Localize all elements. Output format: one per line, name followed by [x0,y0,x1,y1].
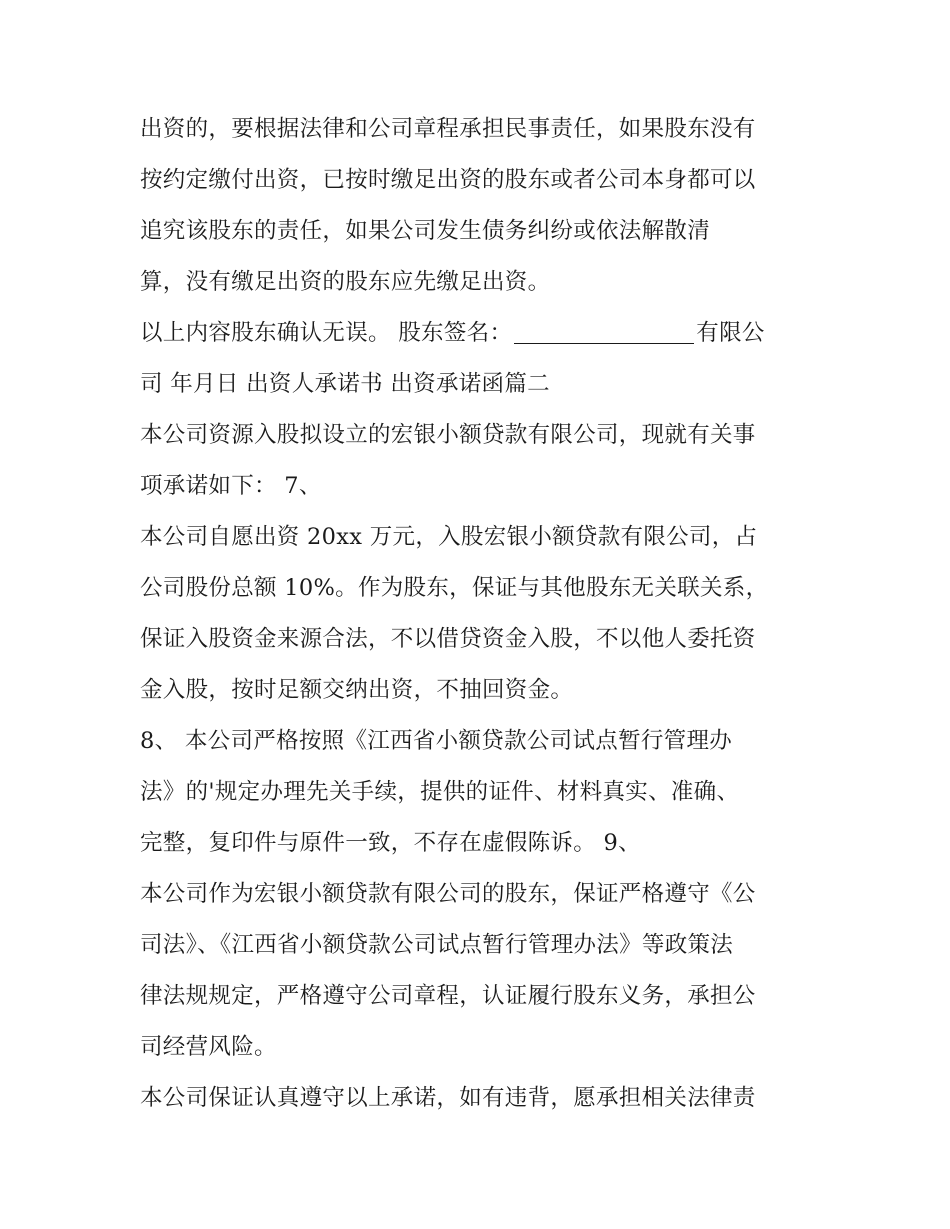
text-line: 公司股份总额 10%。作为股东，保证与其他股东无关联关系， [140,575,769,601]
text-line: 按约定缴付出资，已按时缴足出资的股东或者公司本身都可以 [140,167,756,193]
text-line: 本公司作为宏银小额贷款有限公司的股东，保证严格遵守《公 [140,881,756,907]
text-line: 金入股，按时足额交纳出资，不抽回资金。 [140,677,574,703]
text-line: 本公司保证认真遵守以上承诺，如有违背，愿承担相关法律责 [140,1085,756,1111]
text-line: 完整，复印件与原件一致，不存在虚假陈诉。 9、 [140,830,641,856]
signature-suffix: 有限公 [696,320,765,346]
text-line: 算，没有缴足出资的股东应先缴足出资。 [140,269,551,295]
text-line: 司 年月日 出资人承诺书 出资承诺函篇二 [140,371,550,397]
text-line: 出资的，要根据法律和公司章程承担民事责任，如果股东没有 [140,116,756,142]
text-line: 本公司自愿出资 20xx 万元，入股宏银小额贷款有限公司，占 [140,524,758,550]
text-line: 法》的'规定办理先关手续，提供的证件、材料真实、准确、 [140,779,740,805]
text-line: 保证入股资金来源合法，不以借贷资金入股，不以他人委托资 [140,626,756,652]
signature-line [140,313,765,353]
text-line: 本公司资源入股拟设立的宏银小额贷款有限公司，现就有关事 [140,422,756,448]
text-line: 项承诺如下： 7、 [140,473,322,499]
signature-blank [514,317,694,344]
text-line: 司经营风险。 [140,1034,277,1060]
text-line: 司法》、《江西省小额贷款公司试点暂行管理办法》等政策法 [140,932,734,958]
text-line: 律法规规定，严格遵守公司章程，认证履行股东义务，承担公 [140,983,756,1009]
signature-prefix: 以上内容股东确认无误。 股东签名： [140,320,513,346]
text-line: 8、 本公司严格按照《江西省小额贷款公司试点暂行管理办 [140,728,733,754]
text-line: 追究该股东的责任，如果公司发生债务纠纷或依法解散清 [140,218,711,244]
